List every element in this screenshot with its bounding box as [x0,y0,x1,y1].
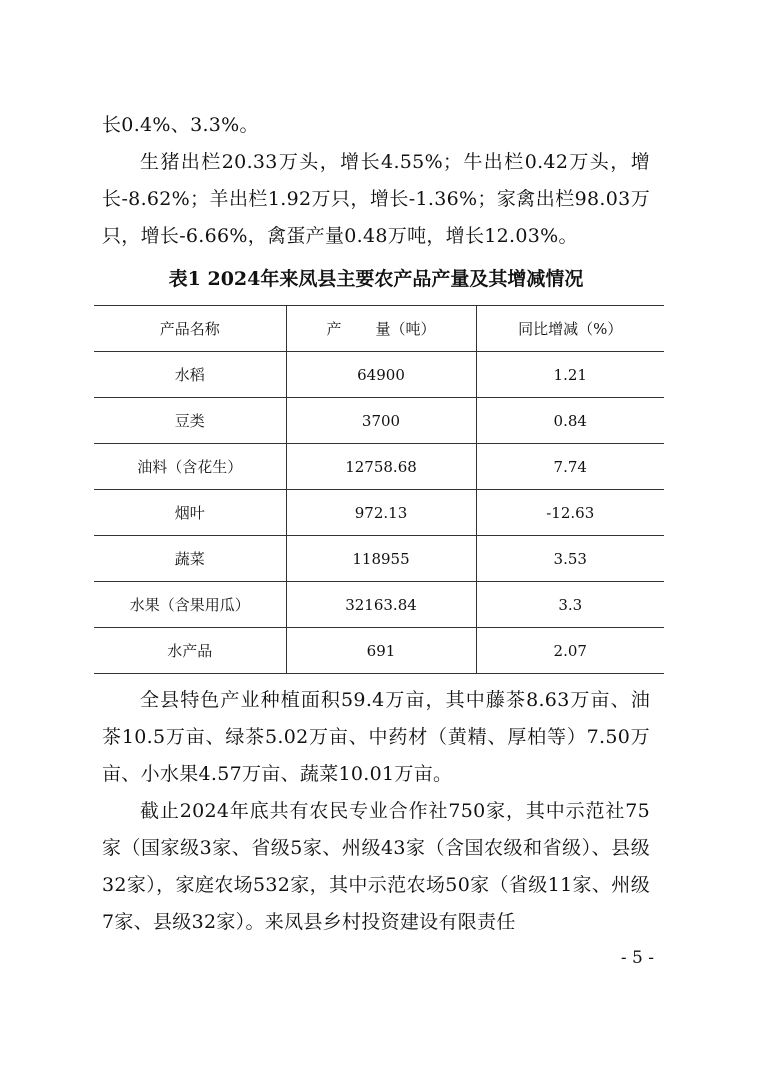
table-header-row [94,306,664,352]
cell-product-name: 油料（含花生） [94,444,286,490]
cell-quantity: 118955 [286,536,476,582]
cell-change: -12.63 [476,490,664,536]
header-product-name: 产品名称 [94,306,286,352]
cell-change: 1.21 [476,352,664,398]
cell-quantity: 691 [286,628,476,674]
cell-quantity: 972.13 [286,490,476,536]
header-quantity [286,306,476,352]
production-table [94,305,664,674]
cell-change: 7.74 [476,444,664,490]
header-yoy-change: 同比增减（%） [476,306,664,352]
cell-product-name: 豆类 [94,398,286,444]
paragraph-cooperatives: 截止2024年底共有农民专业合作社750家，其中示范社75家（国家级3家、省级5家、州级43家（含国农级和省级）、县级32家），家庭农场532家，其中示范农场50家（省级11家、州级7家、县级32家）。来凤县乡村投资建设有限责任 [102,800,650,933]
table-row [94,398,664,444]
table-row [94,444,664,490]
cell-change: 0.84 [476,398,664,444]
table-row [94,490,664,536]
cell-product-name: 水稻 [94,352,286,398]
cell-quantity: 12758.68 [286,444,476,490]
paragraph-continuation: 长0.4%、3.3%。 [102,114,259,136]
page-number: - 5 - [620,948,654,968]
cell-change: 3.53 [476,536,664,582]
table-row [94,628,664,674]
header-quantity-a: 产 [326,320,342,338]
table-row [94,352,664,398]
cell-quantity: 3700 [286,398,476,444]
cell-change: 2.07 [476,628,664,674]
cell-change: 3.3 [476,582,664,628]
header-quantity-b: 量（吨） [375,320,436,338]
cell-quantity: 32163.84 [286,582,476,628]
table-row [94,582,664,628]
cell-product-name: 烟叶 [94,490,286,536]
paragraph-livestock: 生猪出栏20.33万头，增长4.55%；牛出栏0.42万头，增长-8.62%；羊出栏1.92万只，增长-1.36%；家禽出栏98.03万只，增长-6.66%，禽蛋产量0.48万吨，增长12.03%。 [102,151,650,247]
cell-quantity: 64900 [286,352,476,398]
table-title: 表1 2024年来凤县主要农产品产量及其增减情况 [168,268,584,290]
cell-product-name: 水产品 [94,628,286,674]
table-row [94,536,664,582]
paragraph-specialty-crops: 全县特色产业种植面积59.4万亩，其中藤茶8.63万亩、油茶10.5万亩、绿茶5.02万亩、中药材（黄精、厚柏等）7.50万亩、小水果4.57万亩、蔬菜10.01万亩。 [102,689,650,785]
cell-product-name: 水果（含果用瓜） [94,582,286,628]
cell-product-name: 蔬菜 [94,536,286,582]
